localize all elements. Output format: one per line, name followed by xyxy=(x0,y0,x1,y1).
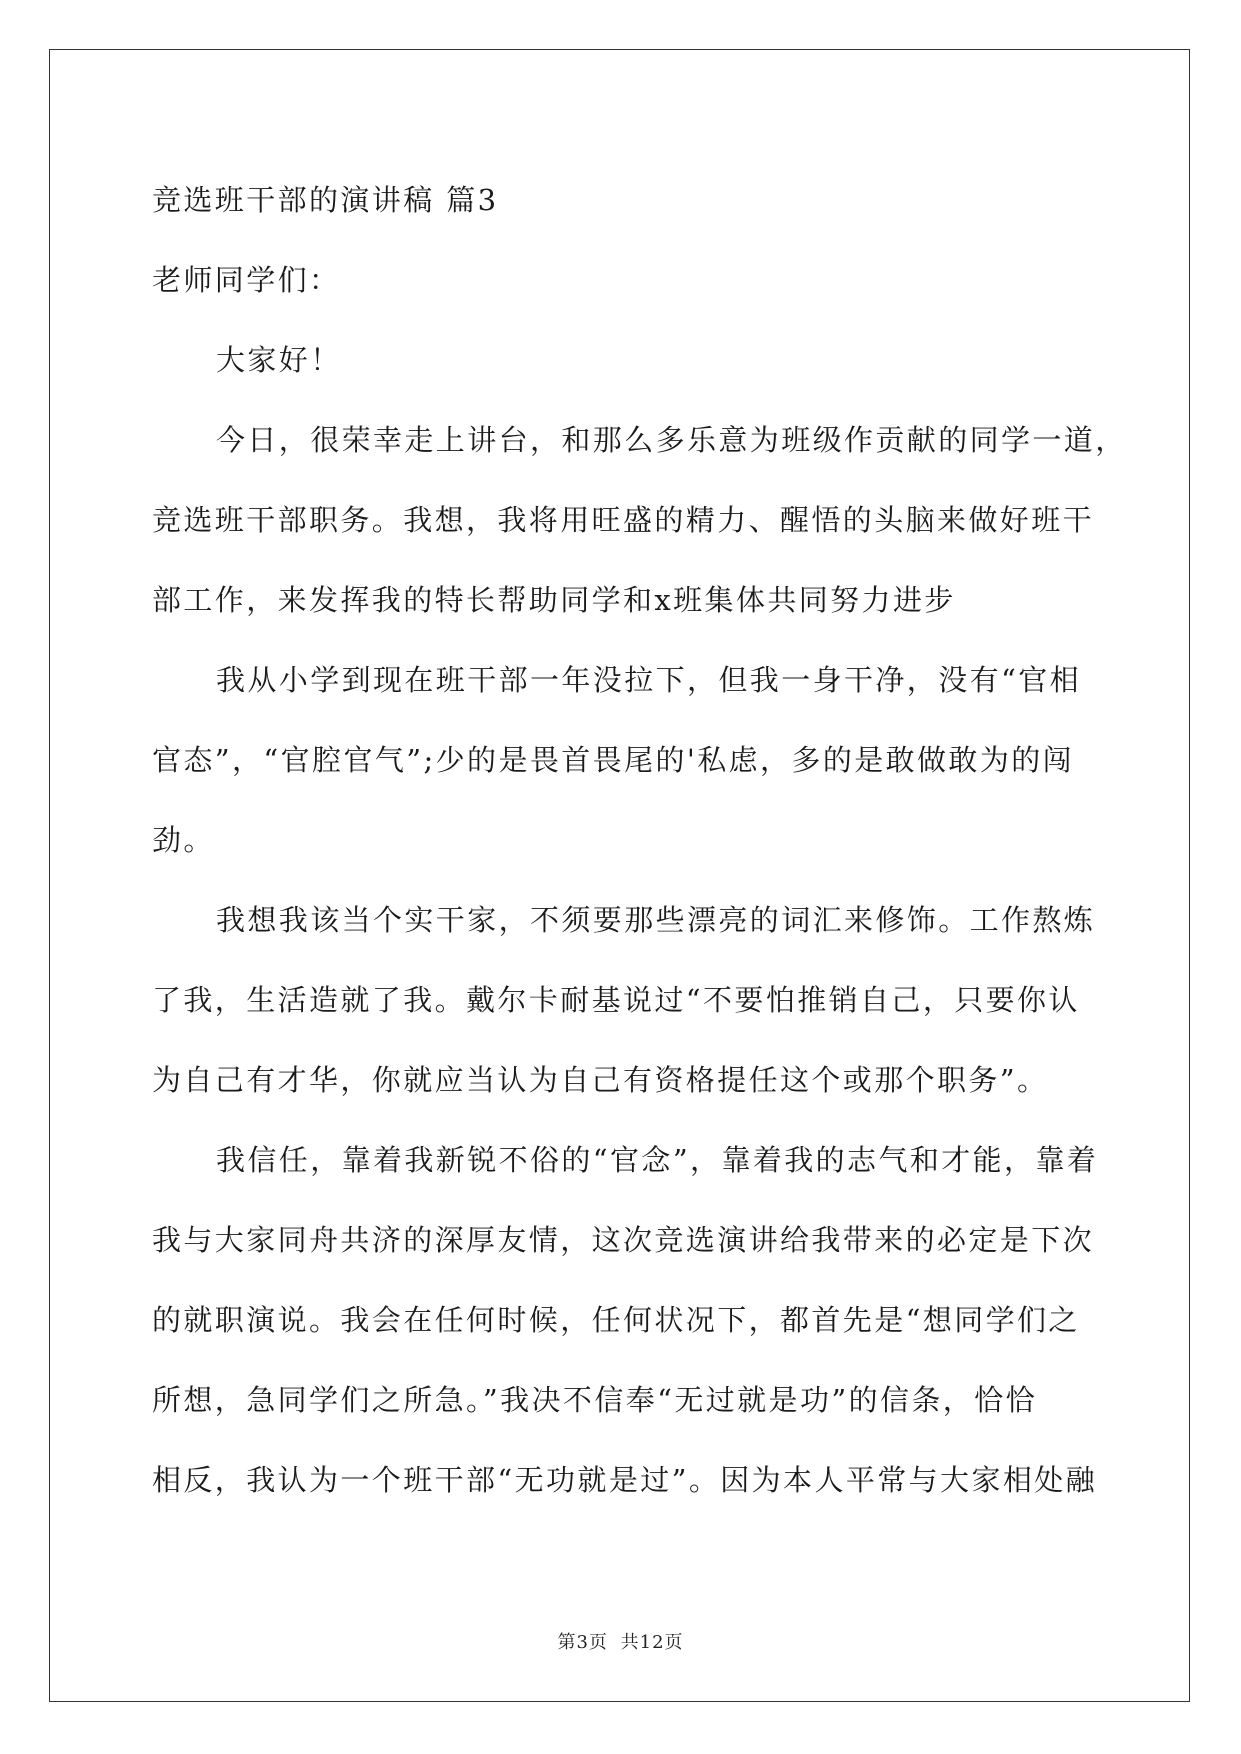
paragraph-line: 了我，生活造就了我。戴尔卡耐基说过“不要怕推销自己，只要你认 xyxy=(152,983,1080,1017)
paragraph-line: 我想我该当个实干家，不须要那些漂亮的词汇来修饰。工作熬炼 xyxy=(216,903,1096,937)
paragraph-line: 相反，我认为一个班干部“无功就是过”。因为本人平常与大家相处融 xyxy=(152,1463,1098,1497)
page-total: 共12页 xyxy=(620,1632,684,1653)
page-number: 第3页 xyxy=(557,1632,608,1653)
paragraph-line: 所想，急同学们之所急。”我决不信奉“无过就是功”的信条，恰恰 xyxy=(152,1383,1037,1417)
page-footer xyxy=(0,1628,1241,1654)
document-body xyxy=(152,160,1127,1520)
paragraph-line: 今日，很荣幸走上讲台，和那么多乐意为班级作贡献的同学一道， xyxy=(216,423,1127,457)
paragraph-line: 官态”，“官腔官气”;少的是畏首畏尾的'私虑，多的是敢做敢为的闯 xyxy=(152,743,1075,777)
salutation: 老师同学们： xyxy=(152,263,341,297)
document-title: 竞选班干部的演讲稿 篇3 xyxy=(152,183,499,217)
paragraph-line: 的就职演说。我会在任何时候，任何状况下，都首先是“想同学们之 xyxy=(152,1303,1080,1337)
paragraph-line: 劲。 xyxy=(152,823,215,857)
greeting: 大家好！ xyxy=(216,343,342,377)
paragraph-line: 为自己有才华，你就应当认为自己有资格提任这个或那个职务”。 xyxy=(152,1063,1049,1097)
paragraph-line: 我与大家同舟共济的深厚友情，这次竞选演讲给我带来的必定是下次 xyxy=(152,1223,1095,1257)
paragraph-line: 我从小学到现在班干部一年没拉下，但我一身干净，没有“官相 xyxy=(216,663,1082,697)
paragraph-line: 我信任，靠着我新锐不俗的“官念”，靠着我的志气和才能，靠着 xyxy=(216,1143,1099,1177)
paragraph-line: 部工作，来发挥我的特长帮助同学和x班集体共同努力进步 xyxy=(152,583,956,617)
paragraph-line: 竞选班干部职务。我想，我将用旺盛的精力、醒悟的头脑来做好班干 xyxy=(152,503,1095,537)
